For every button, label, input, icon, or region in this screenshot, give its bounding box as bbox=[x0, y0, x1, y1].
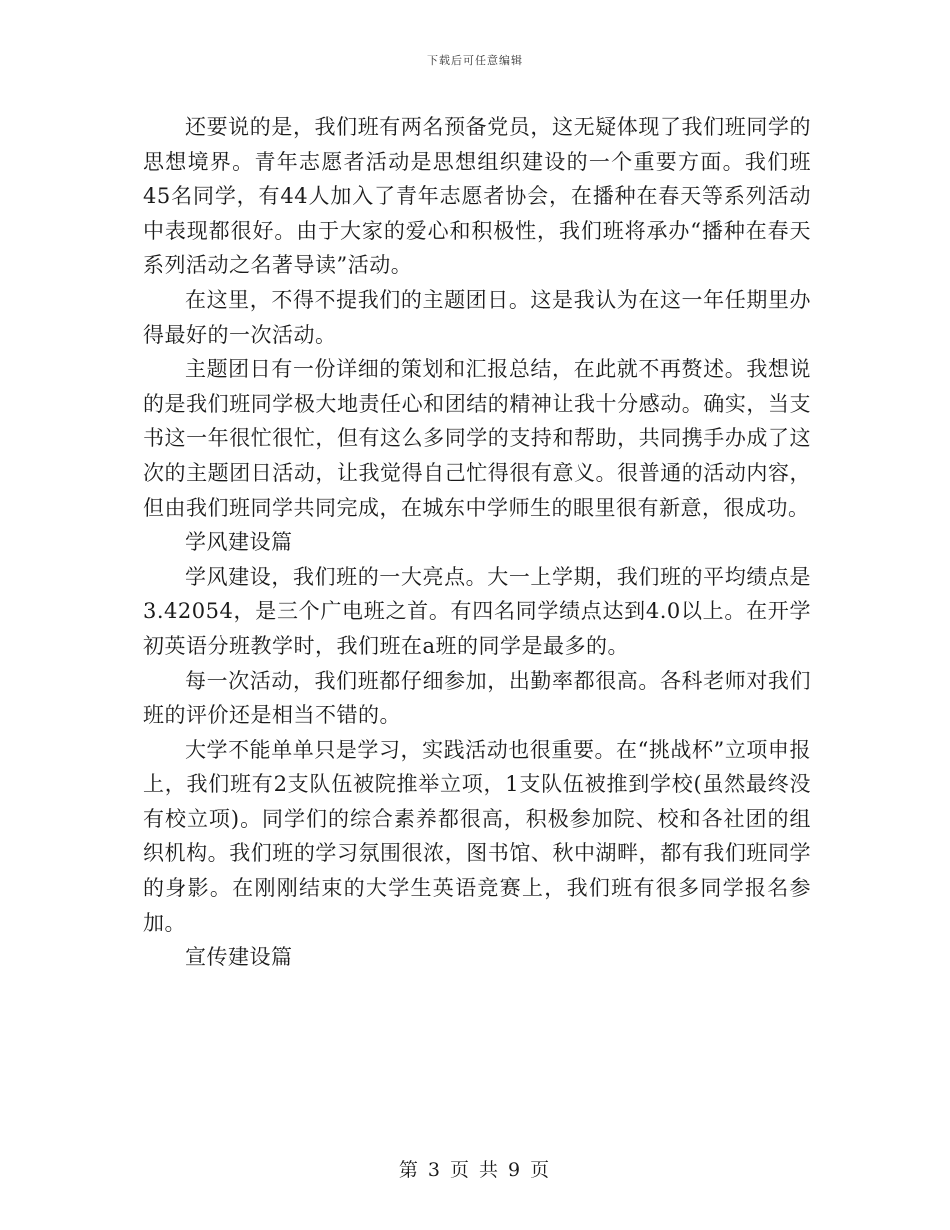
document-body bbox=[143, 110, 811, 975]
paragraph-party-members: 还要说的是，我们班有两名预备党员，这无疑体现了我们班同学的思想境界。青年志愿者活动是思想组织建设的一个重要方面。我们班45名同学，有44人加入了青年志愿者协会，在播种在春天等系列活动中表现都很好。由于大家的爱心和积极性，我们班将承办“播种在春天系列活动之名著导读”活动。 bbox=[143, 115, 811, 278]
page-header: 下载后可任意编辑 bbox=[427, 54, 523, 67]
paragraph-theme-day-intro: 在这里，不得不提我们的主题团日。这是我认为在这一年任期里办得最好的一次活动。 bbox=[143, 287, 811, 347]
paragraph-practice-activities: 大学不能单单只是学习，实践活动也很重要。在“挑战杯”立项申报上，我们班有2支队伍被院推举立项，1支队伍被推到学校(虽然最终没有校立项)。同学们的综合素养都很高，积极参加院、校和各社团的组织机构。我们班的学习氛围很浓，图书馆、秋中湖畔，都有我们班同学的身影。在刚刚结束的大学生英语竞赛上，我们班有很多同学报名参加。 bbox=[143, 737, 811, 935]
section-heading-study-style: 学风建设篇 bbox=[185, 530, 293, 555]
page-number: 第 3 页 共 9 页 bbox=[398, 1159, 552, 1181]
paragraph-attendance: 每一次活动，我们班都仔细参加，出勤率都很高。各科老师对我们班的评价还是相当不错的。 bbox=[143, 668, 811, 728]
paragraph-study-highlight: 学风建设，我们班的一大亮点。大一上学期，我们班的平均绩点是3.42054，是三个广电班之首。有四名同学绩点达到4.0以上。在开学初英语分班教学时，我们班在a班的同学是最多的。 bbox=[143, 564, 811, 658]
section-heading-publicity: 宣传建设篇 bbox=[185, 945, 293, 970]
paragraph-theme-day-detail: 主题团日有一份详细的策划和汇报总结，在此就不再赘述。我想说的是我们班同学极大地责任心和团结的精神让我十分感动。确实，当支书这一年很忙很忙，但有这么多同学的支持和帮助，共同携手办成了这次的主题团日活动，让我觉得自己忙得很有意义。很普通的活动内容，但由我们班同学共同完成，在城东中学师生的眼里很有新意，很成功。 bbox=[143, 357, 811, 520]
